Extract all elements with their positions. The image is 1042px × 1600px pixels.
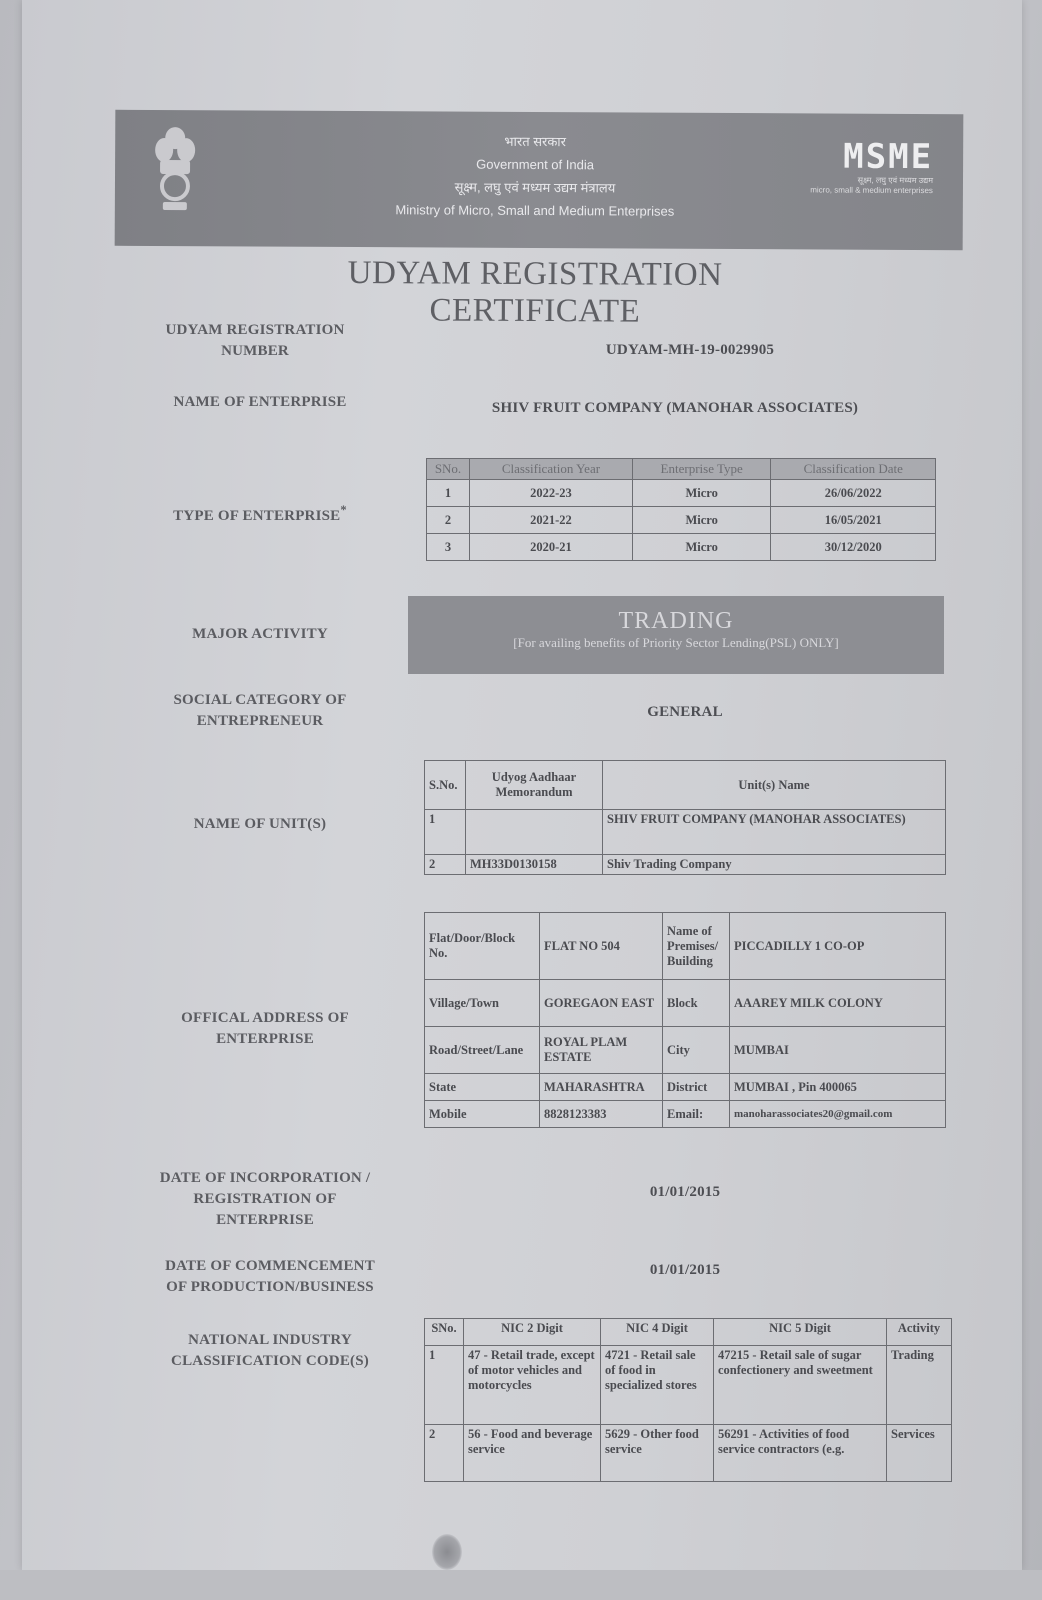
incorporation-label-line3: ENTERPRISE — [216, 1212, 314, 1228]
col-uam: Udyog Aadhaar Memorandum — [466, 761, 603, 810]
major-activity-value: TRADING — [618, 608, 734, 634]
cell-value: AAAREY MILK COLONY — [730, 980, 946, 1027]
commencement-label-line2: OF PRODUCTION/BUSINESS — [166, 1279, 374, 1295]
cell: 2 — [425, 855, 466, 875]
cell-value: MUMBAI — [730, 1027, 946, 1074]
table-row — [425, 1027, 946, 1074]
cell: 47215 - Retail sale of sugar confectionery and sweetment — [714, 1346, 887, 1425]
cell: Shiv Trading Company — [603, 855, 946, 875]
enterprise-name-value: SHIV FRUIT COMPANY (MANOHAR ASSOCIATES) — [491, 400, 859, 416]
cell-label: Road/Street/Lane — [425, 1027, 540, 1074]
cell-label: City — [663, 1027, 730, 1074]
commencement-label — [140, 1256, 400, 1298]
commencement-date: 01/01/2015 — [649, 1262, 721, 1278]
cell: 2022-23 — [470, 480, 633, 507]
nic-table — [424, 1318, 952, 1482]
enterprise-name-label: NAME OF ENTERPRISE — [173, 394, 347, 410]
reg-number-label-line2: NUMBER — [221, 343, 289, 359]
incorporation-date: 01/01/2015 — [649, 1184, 721, 1200]
certificate-title: UDYAM REGISTRATION CERTIFICATE — [347, 255, 723, 330]
classification-header-row — [427, 459, 936, 480]
cell: 1 — [425, 810, 466, 855]
cell: Trading — [887, 1346, 952, 1425]
col-nic-4: NIC 4 Digit — [601, 1319, 714, 1346]
cell — [466, 810, 603, 855]
nic-label-line1: NATIONAL INDUSTRY — [188, 1332, 352, 1348]
paper-stain — [432, 1534, 462, 1570]
col-classification-year: Classification Year — [470, 459, 633, 480]
social-category-label — [145, 690, 375, 732]
cell-value: PICCADILLY 1 CO-OP — [730, 913, 946, 980]
col-sno: S.No. — [425, 761, 466, 810]
address-table — [424, 912, 946, 1128]
msme-logo — [803, 137, 933, 196]
units-table — [424, 760, 946, 875]
major-activity-box — [408, 596, 944, 674]
cell: 1 — [427, 480, 470, 507]
table-row — [425, 1346, 952, 1425]
classification-table — [426, 458, 936, 561]
reg-number-value: UDYAM-MH-19-0029905 — [605, 342, 775, 358]
table-row — [425, 810, 946, 855]
cell-label: Village/Town — [425, 980, 540, 1027]
cell: 5629 - Other food service — [601, 1425, 714, 1482]
hindi-ministry-text: सूक्ष्म, लघु एवं मध्यम उद्यम मंत्रालय — [454, 179, 616, 196]
cell: 2021-22 — [470, 507, 633, 534]
col-activity: Activity — [887, 1319, 952, 1346]
type-asterisk: * — [340, 503, 347, 517]
social-category-label-line2: ENTREPRENEUR — [196, 713, 324, 729]
reg-number-label-line1: UDYAM REGISTRATION — [165, 322, 345, 338]
nic-header-row — [425, 1319, 952, 1346]
msme-tag-hindi: सूक्ष्म, लघु एवं मध्यम उद्यम — [857, 175, 934, 186]
cell-label: State — [425, 1074, 540, 1101]
major-activity-label: MAJOR ACTIVITY — [192, 626, 328, 642]
address-label-line2: ENTERPRISE — [216, 1031, 314, 1047]
type-label — [145, 500, 375, 527]
msme-logo-word: MSME — [843, 136, 934, 178]
national-emblem-icon — [153, 124, 197, 216]
cell-value: MAHARASHTRA — [540, 1074, 663, 1101]
cell: Micro — [632, 534, 771, 561]
type-label-text: TYPE OF ENTERPRISE — [173, 508, 341, 524]
nic-label-line2: CLASSIFICATION CODE(S) — [171, 1353, 369, 1369]
col-nic-5: NIC 5 Digit — [714, 1319, 887, 1346]
govt-text: Government of India — [476, 156, 595, 173]
cell-value: MUMBAI , Pin 400065 — [730, 1074, 946, 1101]
major-activity-note: [For availing benefits of Priority Sector Lending(PSL) ONLY] — [513, 635, 839, 650]
email-value: manoharassociates20@gmail.com — [730, 1101, 946, 1128]
table-row — [427, 507, 936, 534]
cell: 30/12/2020 — [771, 534, 936, 561]
cell: Micro — [632, 480, 771, 507]
background-strip — [0, 1570, 1042, 1600]
cell-value: ROYAL PLAM ESTATE — [540, 1027, 663, 1074]
col-enterprise-type: Enterprise Type — [632, 459, 771, 480]
cell: Services — [887, 1425, 952, 1482]
incorporation-label-line2: REGISTRATION OF — [193, 1191, 337, 1207]
social-category-label-line1: SOCIAL CATEGORY OF — [173, 692, 347, 708]
header-banner — [115, 110, 964, 250]
cell: MH33D0130158 — [466, 855, 603, 875]
cell: 47 - Retail trade, except of motor vehicles and motorcycles — [464, 1346, 601, 1425]
cell: 56291 - Activities of food service contractors (e.g. — [714, 1425, 887, 1482]
cell: 2020-21 — [470, 534, 633, 561]
cell: 1 — [425, 1346, 464, 1425]
units-header-row — [425, 761, 946, 810]
cell: 26/06/2022 — [771, 480, 936, 507]
table-row — [427, 534, 936, 561]
cell: 2 — [425, 1425, 464, 1482]
col-unit-name: Unit(s) Name — [603, 761, 946, 810]
table-row — [425, 913, 946, 980]
col-sno: SNo. — [425, 1319, 464, 1346]
cell: SHIV FRUIT COMPANY (MANOHAR ASSOCIATES) — [603, 810, 946, 855]
table-row — [425, 1074, 946, 1101]
msme-tag-english: micro, small & medium enterprises — [810, 185, 933, 196]
cell-label: Email: — [663, 1101, 730, 1128]
cell-label: Flat/Door/Block No. — [425, 913, 540, 980]
ministry-text: Ministry of Micro, Small and Medium Enterprises — [395, 202, 675, 219]
cell: 4721 - Retail sale of food in specialized stores — [601, 1346, 714, 1425]
address-label-line1: OFFICAL ADDRESS OF — [181, 1010, 349, 1026]
cell: 2 — [427, 507, 470, 534]
cell-label: Block — [663, 980, 730, 1027]
hindi-govt-text: भारत सरकार — [504, 133, 567, 150]
cell: 3 — [427, 534, 470, 561]
reg-number-label — [145, 320, 365, 362]
cell: 16/05/2021 — [771, 507, 936, 534]
table-row — [427, 480, 936, 507]
col-classification-date: Classification Date — [771, 459, 936, 480]
cell: 56 - Food and beverage service — [464, 1425, 601, 1482]
banner-text — [315, 129, 755, 223]
units-label: NAME OF UNIT(S) — [193, 816, 327, 832]
col-nic-2: NIC 2 Digit — [464, 1319, 601, 1346]
table-row — [425, 980, 946, 1027]
address-label — [145, 1008, 385, 1050]
cell-label: District — [663, 1074, 730, 1101]
cell-label: Mobile — [425, 1101, 540, 1128]
table-row — [425, 1101, 946, 1128]
cell: Micro — [632, 507, 771, 534]
table-row — [425, 1425, 952, 1482]
mobile-value: 8828123383 — [540, 1101, 663, 1128]
commencement-label-line1: DATE OF COMMENCEMENT — [165, 1258, 375, 1274]
col-sno: SNo. — [427, 459, 470, 480]
cell-label: Name of Premises/ Building — [663, 913, 730, 980]
incorporation-label — [140, 1168, 390, 1231]
social-category-value: GENERAL — [647, 704, 723, 720]
table-row — [425, 855, 946, 875]
cell-value: FLAT NO 504 — [540, 913, 663, 980]
cell-value: GOREGAON EAST — [540, 980, 663, 1027]
nic-label — [145, 1330, 395, 1372]
incorporation-label-line1: DATE OF INCORPORATION / — [159, 1170, 371, 1186]
